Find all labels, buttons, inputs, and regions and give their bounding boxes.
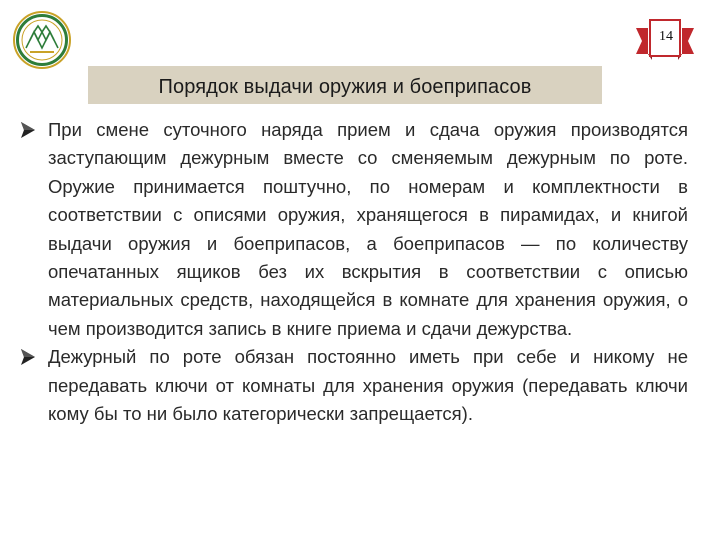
bullet-text: При смене суточного наряда прием и сдача оружия производятся заступающим дежурным вместе со сменяемым дежурным по роте. Оружие принимается поштучно, по номерам и комплектности в соответствии с описями оружия, хранящегося в пирамидах, и книгой выдачи оружия и боеприпасов, а боеприпасов — по количеству опечатанных ящиков без их вскрытия в соответствии с описью материальных средств, находящейся в комнате для хранения оружия, о чем производится запись в книге приема и сдачи дежурства. (48, 119, 688, 339)
emblem-logo-icon (12, 10, 72, 70)
bullet-item (16, 343, 688, 428)
bullet-item (16, 116, 688, 343)
bullet-text: Дежурный по роте обязан постоянно иметь при себе и никому не передавать ключи от комнаты для хранения оружия (передавать ключи кому бы то ни было категорически запрещается). (48, 346, 688, 425)
arrow-bullet-icon (18, 120, 38, 140)
page-number: 14 (659, 29, 673, 44)
slide-content (16, 116, 688, 428)
arrow-bullet-icon (18, 347, 38, 367)
slide-title: Порядок выдачи оружия и боеприпасов (88, 66, 602, 104)
